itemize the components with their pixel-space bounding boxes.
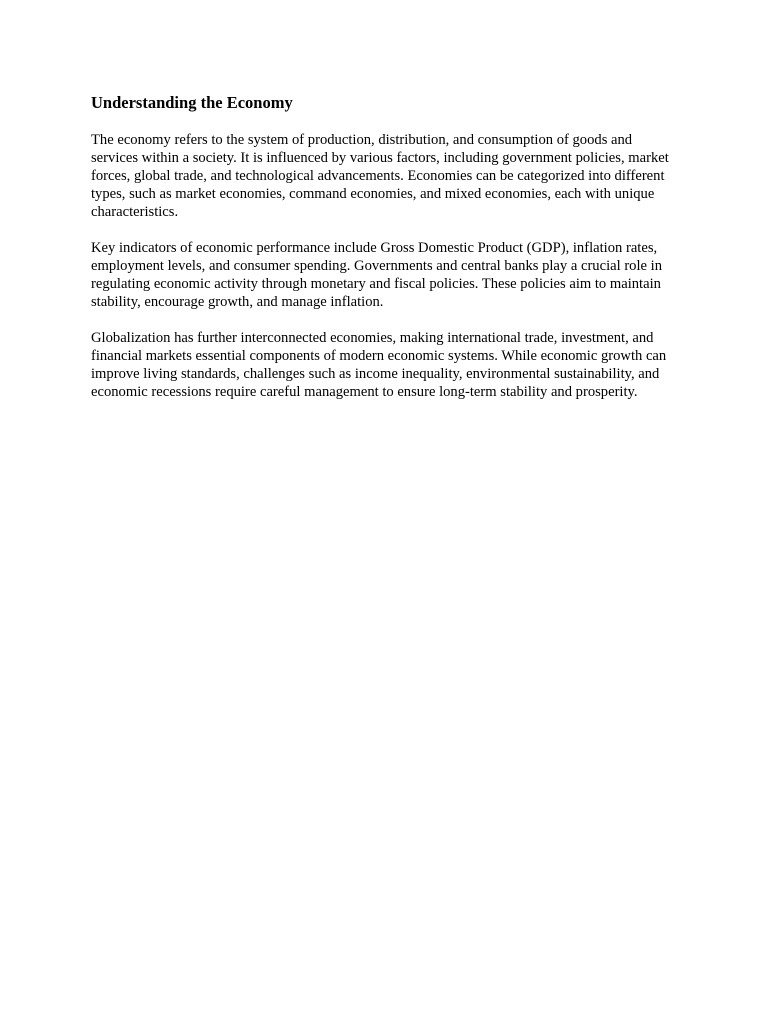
paragraph-globalization: Globalization has further interconnected economies, making international trade, investment, and financial markets essential components of modern economic systems. While economic growth can improve living standards, challenges such as income inequality, environmental sustainability, and economic recessions require careful management to ensure long-term stability and prosperity. (91, 330, 667, 400)
document-title: Understanding the Economy (91, 93, 293, 112)
paragraph-economic-indicators: Key indicators of economic performance include Gross Domestic Product (GDP), inflation rates, employment levels, and consumer spending. Governments and central banks play a crucial role in regulating economic activity through monetary and fiscal policies. These policies aim to maintain stability, encourage growth, and manage inflation. (91, 240, 663, 310)
paragraph-economy-definition: The economy refers to the system of production, distribution, and consumption of goods and services within a society. It is influenced by various factors, including government policies, market forces, global trade, and technological advancements. Economies can be categorized into different types, such as market economies, command economies, and mixed economies, each with unique characteristics. (91, 132, 669, 220)
